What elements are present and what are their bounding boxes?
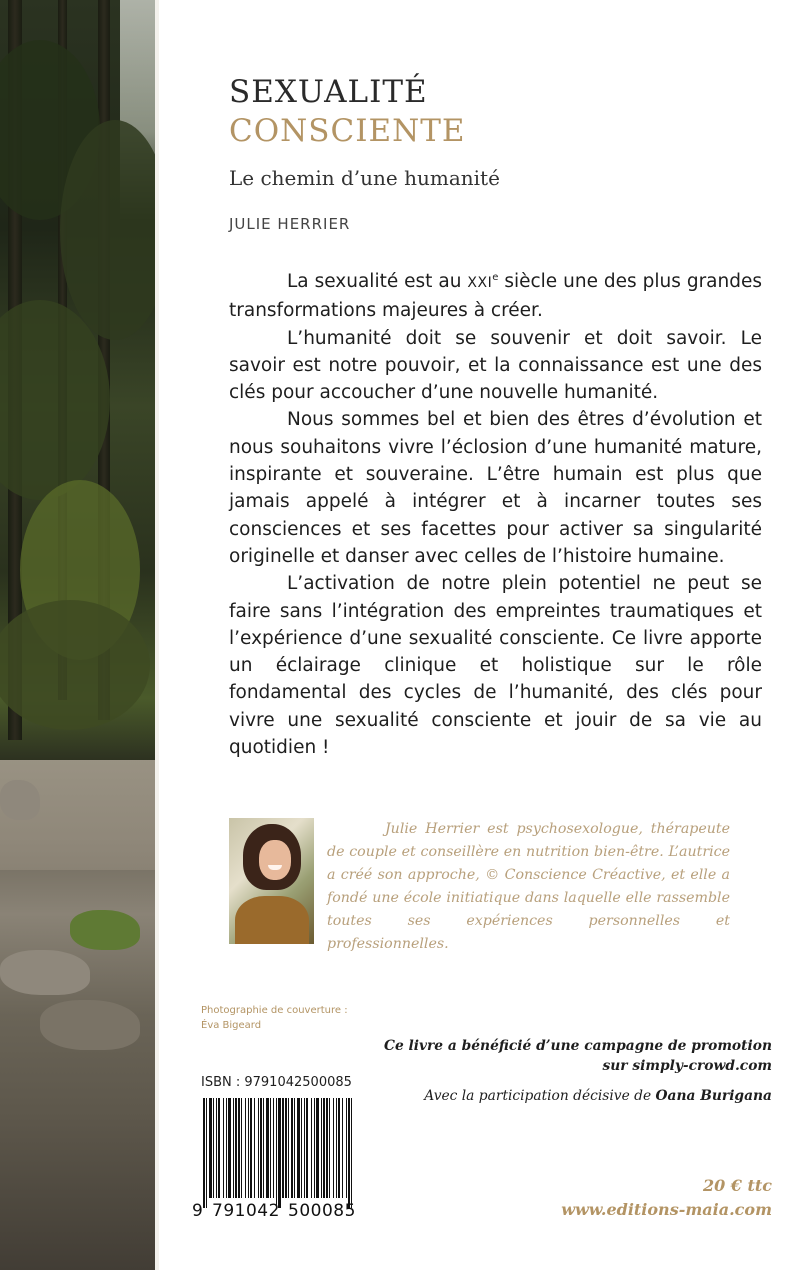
- barcode-bar: [314, 1098, 315, 1198]
- barcode-bar: [304, 1098, 305, 1198]
- photo-credit-name: Éva Bigeard: [201, 1020, 262, 1031]
- barcode-bar: [297, 1098, 300, 1198]
- rock: [40, 1000, 140, 1050]
- barcode-bar: [245, 1098, 246, 1198]
- barcode-bar: [306, 1098, 308, 1198]
- barcode-bar: [248, 1098, 249, 1198]
- barcode-bar: [323, 1098, 325, 1198]
- barcode-bar: [258, 1098, 259, 1198]
- p1-after: siècle une des plus grandes transformations majeures à créer.: [229, 271, 762, 322]
- blurb-paragraph-2: L’humanité doit se souvenir et doit savoir. Le savoir est notre pouvoir, et la connaissance est une des clés pour accoucher d’une nouvelle humanité.: [229, 327, 762, 404]
- promo-line-1: Ce livre a bénéficié d’une campagne de promotion: [383, 1038, 772, 1054]
- photo-credit-label: Photographie de couverture :: [201, 1005, 348, 1016]
- book-title-line2: CONSCIENTE: [229, 113, 466, 149]
- book-subtitle: Le chemin d’une humanité: [229, 166, 500, 190]
- moss: [70, 910, 140, 950]
- price: 20 € ttc: [702, 1176, 772, 1195]
- barcode-digits: [192, 1199, 362, 1223]
- barcode-bar: [276, 1098, 277, 1208]
- barcode-bar: [223, 1098, 224, 1198]
- foliage: [0, 600, 150, 730]
- barcode-bar: [278, 1098, 281, 1208]
- barcode-bar: [288, 1098, 289, 1198]
- barcode-bar: [273, 1098, 274, 1198]
- blurb-paragraph-3: Nous sommes bel et bien des êtres d’évolution et nous souhaitons vivre l’éclosion d’une humanité mature, inspirante et souveraine. L’être humain est plus que jamais appelé à intégrer et à incarner toutes ses consciences et ses facettes pour activer sa singularité originelle et danser avec celles de l’histoire humaine.: [229, 409, 762, 567]
- barcode-bar: [209, 1098, 212, 1198]
- barcode-bar: [294, 1098, 295, 1198]
- barcode-bar: [338, 1098, 340, 1198]
- blurb-paragraph-4: L’activation de notre plein potentiel ne peut se faire sans l’intégration des empreintes traumatiques et l’expérience d’une sexualité consciente. Ce livre apporte un éclairage clinique et holistique sur le rôle fondamental des cycles de l’humanité, des clés pour vivre une sexualité consciente et jouir de sa vie au quotidien !: [229, 573, 762, 759]
- barcode-bar: [346, 1098, 347, 1198]
- promo-line-3: [372, 1086, 772, 1106]
- author-bio: Julie Herrier est psychosexologue, thérapeute de couple et conseillère en nutrition bien-être. L’autrice a créé son approche, © Conscience Créactive, et elle a fondé une école initiatique dans laquelle elle rassemble toutes ses expériences personnelles et professionnelles.: [327, 821, 730, 952]
- barcode-bar: [321, 1098, 322, 1198]
- barcode-bar: [311, 1098, 312, 1198]
- barcode-bar: [316, 1098, 319, 1198]
- barcode-bar: [285, 1098, 287, 1198]
- barcode-bar: [213, 1098, 214, 1198]
- barcode-bar: [254, 1098, 255, 1198]
- p1-before: La sexualité est au: [287, 271, 468, 292]
- barcode-bar: [250, 1098, 252, 1198]
- isbn-label: ISBN : 9791042500085: [201, 1075, 352, 1090]
- barcode-bar: [263, 1098, 264, 1198]
- barcode-digit-first: 9: [192, 1201, 204, 1221]
- barcode-bar: [301, 1098, 302, 1198]
- barcode-bar: [270, 1098, 271, 1198]
- barcode-bar: [342, 1098, 343, 1198]
- blurb-paragraph-1: [229, 268, 762, 325]
- promotion-note: [372, 1036, 772, 1106]
- author-shoulders: [235, 896, 309, 944]
- barcode-bar: [326, 1098, 328, 1198]
- book-title-line1: SEXUALITÉ: [229, 74, 428, 110]
- forest-photo-strip: [0, 0, 155, 1270]
- barcode-bar: [235, 1098, 237, 1198]
- photo-credit: [201, 1003, 348, 1033]
- barcode-bar: [282, 1098, 284, 1198]
- barcode-bar: [203, 1098, 205, 1208]
- back-cover-blurb: [229, 268, 762, 761]
- barcode-bar: [266, 1098, 269, 1198]
- author-photo: [229, 818, 314, 944]
- barcode-digit-group-2: 500085: [288, 1201, 356, 1221]
- barcode-bar: [228, 1098, 231, 1198]
- barcode-bar: [238, 1098, 240, 1198]
- barcode-bar: [329, 1098, 330, 1198]
- barcode-bar: [241, 1098, 242, 1198]
- barcode-bar: [348, 1098, 350, 1208]
- barcode-bar: [226, 1098, 227, 1198]
- barcode-bar: [351, 1098, 352, 1208]
- barcode-bar: [233, 1098, 234, 1198]
- barcode-bar: [218, 1098, 220, 1198]
- foliage: [60, 120, 155, 340]
- isbn-barcode: [201, 1098, 354, 1208]
- publisher-website: www.editions-maia.com: [561, 1200, 772, 1219]
- strip-border: [155, 0, 159, 1270]
- rock: [0, 950, 90, 995]
- barcode-bar: [216, 1098, 217, 1198]
- author-name: JULIE HERRIER: [229, 215, 351, 233]
- barcode-digit-group-1: 791042: [212, 1201, 280, 1221]
- barcode-bar: [206, 1098, 207, 1208]
- author-face: [259, 840, 291, 880]
- century-suffix: e: [492, 271, 499, 283]
- promo-line-2: sur simply-crowd.com: [602, 1058, 772, 1074]
- promo-prefix: Avec la participation décisive de: [424, 1088, 656, 1104]
- century-numeral: XXI: [467, 275, 493, 291]
- promo-contributor: Oana Burigana: [655, 1088, 772, 1104]
- barcode-bar: [260, 1098, 262, 1198]
- barcode-bar: [336, 1098, 337, 1198]
- barcode-bar: [333, 1098, 334, 1198]
- barcode-bar: [291, 1098, 293, 1198]
- rock: [0, 780, 40, 820]
